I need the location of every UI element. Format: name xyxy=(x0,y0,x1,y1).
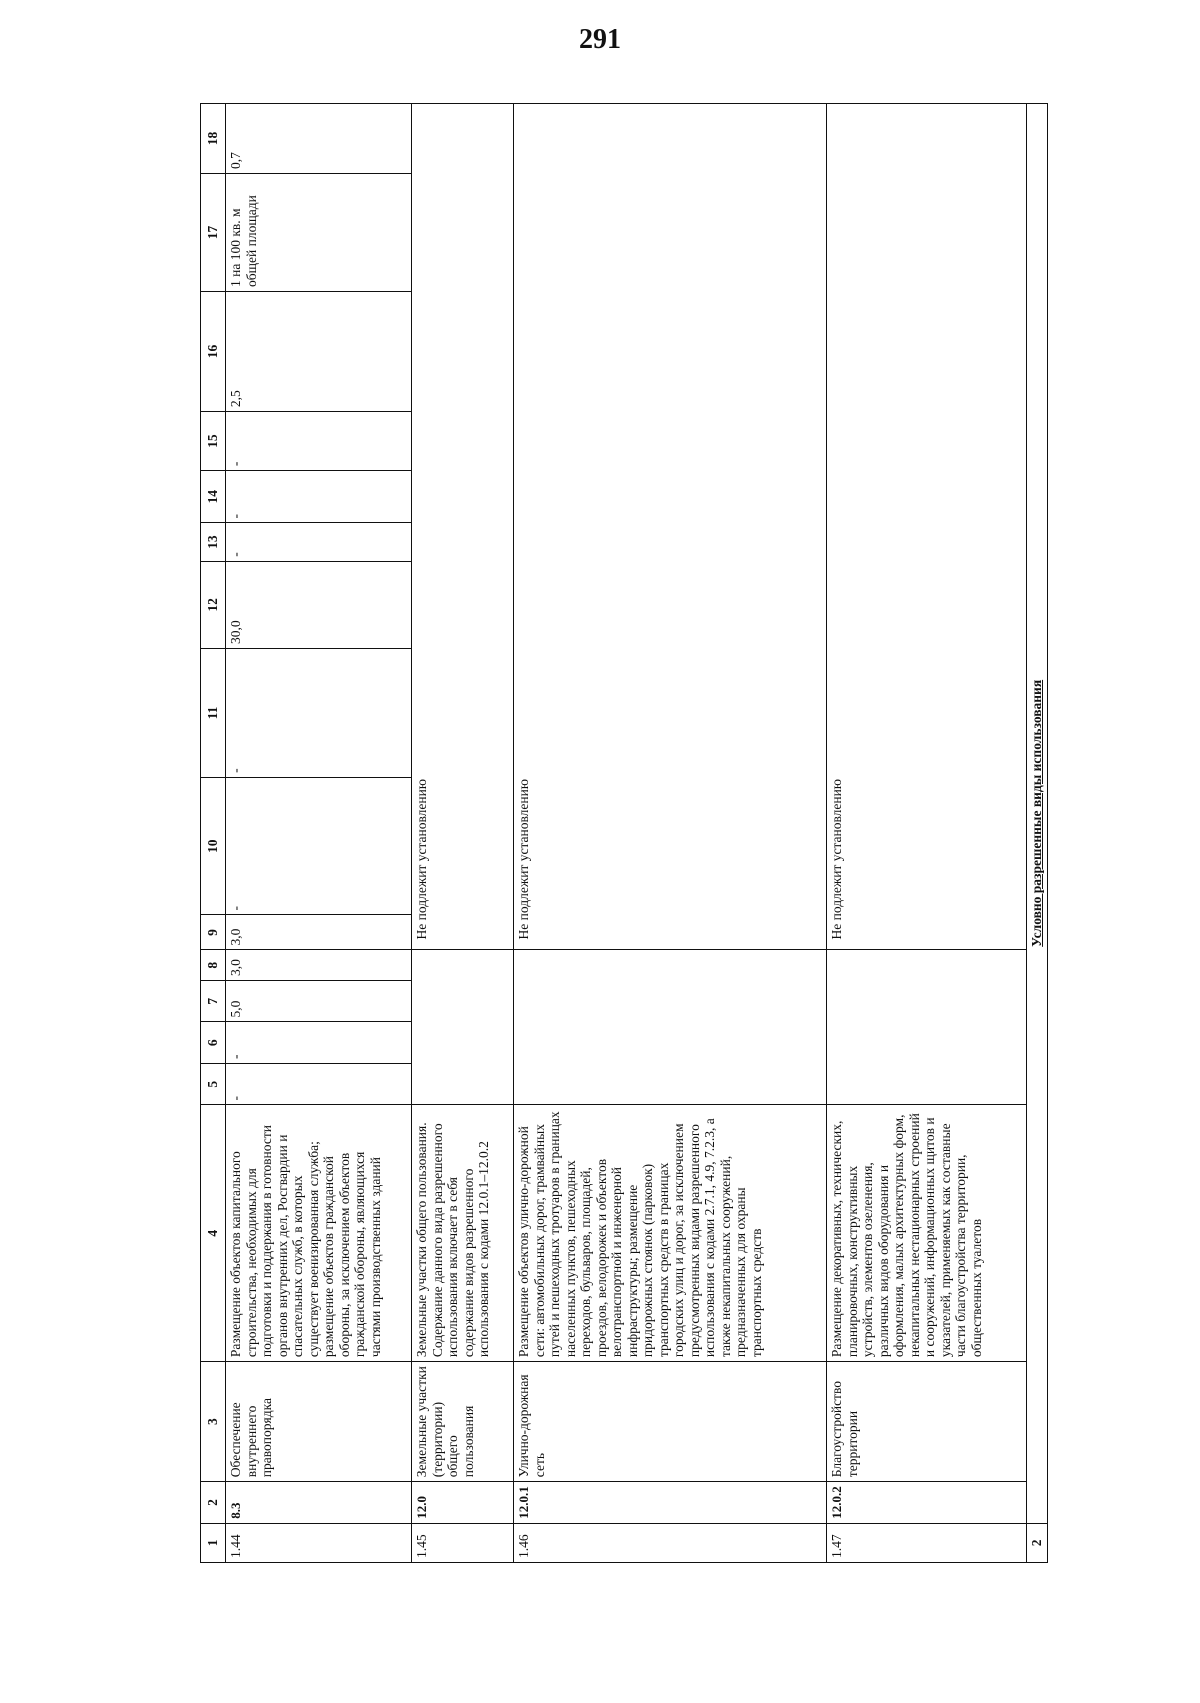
col-header: 2 xyxy=(201,1482,226,1523)
row-number: 1.44 xyxy=(226,1523,412,1562)
section-title: Условно разрешенные виды использования xyxy=(1027,104,1048,1524)
use-name: Обеспечение внутреннего правопорядка xyxy=(226,1362,412,1482)
use-name: Благоустройство территории xyxy=(827,1362,1027,1482)
cell-value: - xyxy=(226,649,412,778)
use-name: Земельные участки (территории) общего пользования xyxy=(412,1362,514,1482)
col-header: 17 xyxy=(201,174,226,292)
cell-value: 3,0 xyxy=(226,950,412,981)
section-row xyxy=(1027,104,1048,1563)
col-header: 15 xyxy=(201,412,226,471)
empty-cell xyxy=(827,950,1027,1105)
rotated-table-wrapper xyxy=(200,103,1100,1563)
section-number: 2 xyxy=(1027,1523,1048,1562)
row-number: 1.47 xyxy=(827,1523,1027,1562)
cell-value: 2,5 xyxy=(226,291,412,411)
col-header: 13 xyxy=(201,523,226,561)
use-code: 8.3 xyxy=(226,1482,412,1523)
row-number: 1.45 xyxy=(412,1523,514,1562)
cell-value: 5,0 xyxy=(226,981,412,1022)
table-row xyxy=(226,104,412,1563)
col-header: 9 xyxy=(201,915,226,950)
col-header: 12 xyxy=(201,561,226,648)
col-header: 14 xyxy=(201,471,226,523)
cell-value: 0,7 xyxy=(226,104,412,174)
not-established-note: Не подлежит установлению xyxy=(412,104,514,950)
col-header: 7 xyxy=(201,981,226,1022)
use-name: Улично-дорожная сеть xyxy=(514,1362,827,1482)
cell-value: 3,0 xyxy=(226,915,412,950)
cell-value: - xyxy=(226,471,412,523)
use-code: 12.0.2 xyxy=(827,1482,1027,1523)
not-established-note: Не подлежит установлению xyxy=(827,104,1027,950)
col-header: 6 xyxy=(201,1022,226,1063)
table-row xyxy=(827,104,1027,1563)
col-header: 10 xyxy=(201,777,226,915)
empty-cell xyxy=(514,950,827,1105)
cell-value: - xyxy=(226,1063,412,1104)
col-header: 4 xyxy=(201,1105,226,1362)
cell-value: - xyxy=(226,412,412,471)
row-number: 1.46 xyxy=(514,1523,827,1562)
header-row xyxy=(201,104,226,1563)
table-row xyxy=(412,104,514,1563)
cell-value: 1 на 100 кв. м общей площади xyxy=(226,174,412,292)
page-number: 291 xyxy=(579,24,621,55)
cell-value: - xyxy=(226,1022,412,1063)
use-description: Земельные участки общего пользования. Содержание данного вида разрешенного использования включает в себя содержание видов разрешенного использования с кодами 12.0.1–12.0.2 xyxy=(412,1105,514,1362)
cell-value: - xyxy=(226,777,412,915)
empty-cell xyxy=(412,950,514,1105)
col-header: 16 xyxy=(201,291,226,411)
use-description: Размещение объектов улично-дорожной сети: автомобильных дорог, трамвайных путей и пешеходных тротуаров в границах населенных пунктов, пешеходных переходов, бульваров, площадей, проездов, велодорожек и объектов велотранспортной и инженерной инфраструктуры; размещение придорожных стоянок (парковок) транспортных средств в границах городских улиц и дорог, за исключением предусмотренных видами разрешенного использования с кодами 2.7.1, 4.9, 7.2.3, а также некапитальных сооружений, предназначенных для охраны транспортных средств xyxy=(514,1105,827,1362)
cell-value: 30,0 xyxy=(226,561,412,648)
not-established-note: Не подлежит установлению xyxy=(514,104,827,950)
col-header: 1 xyxy=(201,1523,226,1562)
table-row xyxy=(514,104,827,1563)
use-description: Размещение объектов капитального строительства, необходимых для подготовки и поддержания в готовности органов внутренних дел, Росгвардии и спасательных служб, в которых существует военизированная служба; размещение объектов гражданской обороны, за исключением объектов гражданской обороны, являющихся частями производственных зданий xyxy=(226,1105,412,1362)
cell-value: - xyxy=(226,523,412,561)
col-header: 11 xyxy=(201,649,226,778)
use-code: 12.0.1 xyxy=(514,1482,827,1523)
use-code: 12.0 xyxy=(412,1482,514,1523)
col-header: 5 xyxy=(201,1063,226,1104)
col-header: 3 xyxy=(201,1362,226,1482)
zoning-parameters-table xyxy=(200,103,1048,1563)
use-description: Размещение декоративных, технических, планировочных, конструктивных устройств, элементов озеленения, различных видов оборудования и оформления, малых архитектурных форм, некапитальных нестационарных строений и сооружений, информационных щитов и указателей, применяемых как составные части благоустройства территории, общественных туалетов xyxy=(827,1105,1027,1362)
col-header: 8 xyxy=(201,950,226,981)
col-header: 18 xyxy=(201,104,226,174)
